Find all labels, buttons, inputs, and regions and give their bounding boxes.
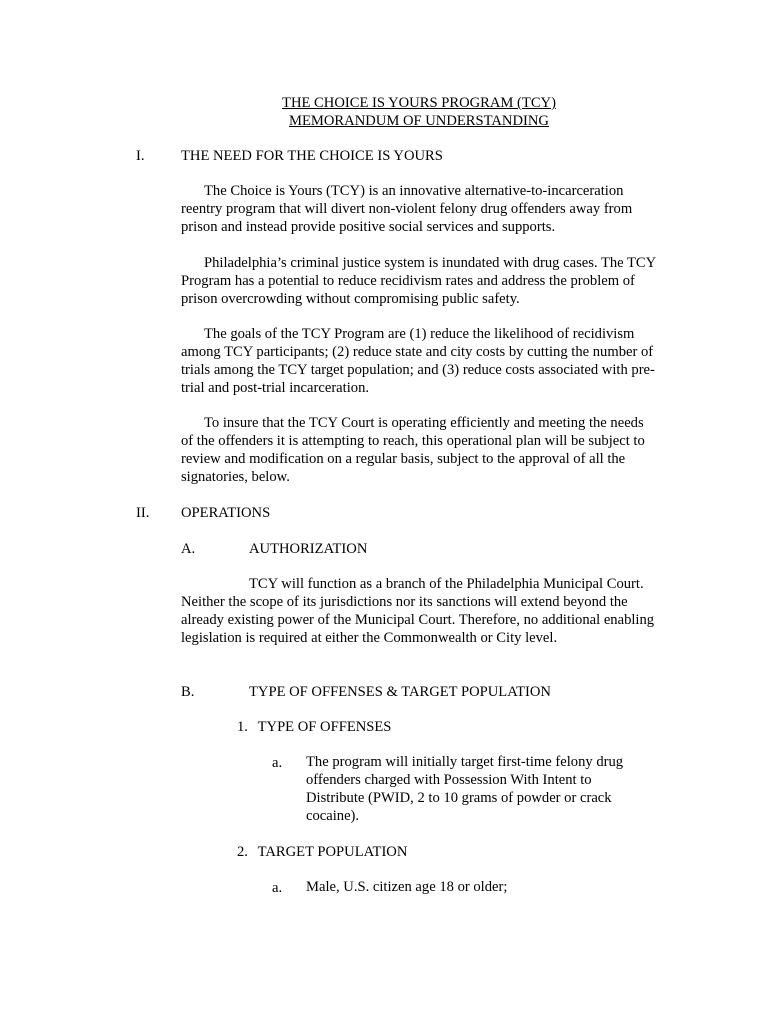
subsection-a-letter: A.: [181, 541, 196, 557]
item-1a-letter: a.: [272, 755, 283, 771]
section-1-paragraph-3: The goals of the TCY Program are (1) reduce the likelihood of recidivism among TCY participants; (2) reduce state and city costs by cutting the number of trials among the TCY target population; and (3) reduce costs associated with pre-trial and post-trial incarceration.: [181, 326, 655, 396]
section-1-paragraph-1: The Choice is Yours (TCY) is an innovative alternative-to-incarceration reentry program that will divert non-violent felony drug offenders away from prison and instead provide positive social services and supports.: [181, 183, 633, 235]
document-title-line-1: THE CHOICE IS YOURS PROGRAM (TCY): [282, 95, 556, 111]
item-2-number: 2.: [237, 844, 248, 860]
item-1a-text: The program will initially target first-time felony drug offenders charged with Possession With Intent to Distribute (PWID, 2 to 10 grams of powder or crack cocaine).: [306, 754, 624, 824]
section-2-number: II.: [136, 505, 150, 521]
subsection-b-letter: B.: [181, 684, 195, 700]
item-2-heading: [237, 843, 407, 861]
subsection-b-heading: TYPE OF OFFENSES & TARGET POPULATION: [249, 684, 551, 700]
document-title-line-2: MEMORANDUM OF UNDERSTANDING: [289, 113, 549, 129]
item-2-heading-text: TARGET POPULATION: [257, 844, 408, 860]
item-1-number: 1.: [237, 719, 248, 735]
section-2-heading: OPERATIONS: [181, 505, 271, 521]
item-2a-letter: a.: [272, 880, 283, 896]
section-1-paragraph-2: Philadelphia’s criminal justice system is inundated with drug cases. The TCY Program has a potential to reduce recidivism rates and address the problem of prison overcrowding without compromising public safety.: [181, 255, 656, 307]
subsection-a-text: TCY will function as a branch of the Philadelphia Municipal Court. Neither the scope of its jurisdictions nor its sanctions will extend beyond the already existing power of the Municipal Court. Therefore, no additional enabling legislation is required at either the Commonwealth or City level.: [181, 576, 655, 646]
item-1-heading-text: TYPE OF OFFENSES: [257, 719, 392, 735]
item-2a-text: Male, U.S. citizen age 18 or older;: [306, 879, 508, 895]
section-1-number: I.: [136, 148, 145, 164]
subsection-a-heading: AUTHORIZATION: [249, 541, 368, 557]
item-1-heading: [237, 718, 391, 736]
section-1-heading: THE NEED FOR THE CHOICE IS YOURS: [181, 148, 443, 164]
section-1-paragraph-4: To insure that the TCY Court is operating efficiently and meeting the needs of the offenders it is attempting to reach, this operational plan will be subject to review and modification on a regular basis, subject to the approval of all the signatories, below.: [181, 415, 645, 485]
